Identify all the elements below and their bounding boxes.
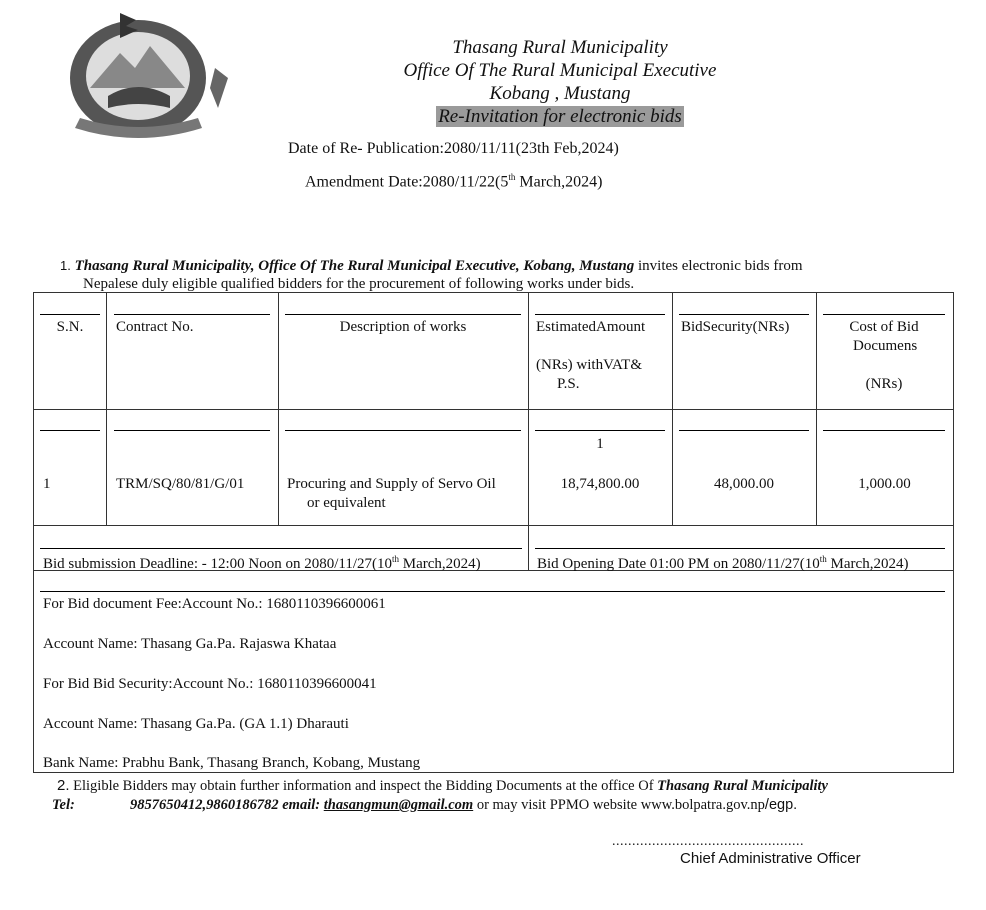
deadline-suffix: March,2024) bbox=[399, 556, 481, 572]
notice-title-text: Re-Invitation for electronic bids bbox=[438, 106, 682, 127]
deadline-sup: th bbox=[392, 554, 400, 564]
account-line: Account Name: Thasang Ga.Pa. (GA 1.1) Dharauti bbox=[43, 716, 349, 732]
header-sn: S.N. bbox=[56, 319, 84, 335]
header-cost-2: Documens bbox=[853, 338, 918, 354]
row-contract: TRM/SQ/80/81/G/01 bbox=[116, 476, 245, 492]
municipality-name: Thasang Rural Municipality bbox=[452, 37, 668, 58]
location: Kobang , Mustang bbox=[489, 83, 631, 104]
header-description: Description of works bbox=[339, 319, 467, 335]
header-estimated-1: EstimatedAmount bbox=[536, 319, 646, 335]
account-line: For Bid document Fee:Account No.: 1680110396600061 bbox=[43, 596, 386, 612]
signature-line: ................................................ bbox=[612, 834, 804, 849]
header-estimated-2: (NRs) withVAT& bbox=[536, 357, 642, 373]
signatory-title: Chief Administrative Officer bbox=[680, 850, 861, 867]
para2-number: 2. bbox=[57, 777, 70, 794]
account-line: Account Name: Thasang Ga.Pa. Rajaswa Khataa bbox=[43, 636, 337, 652]
row-description-2: or equivalent bbox=[307, 495, 386, 511]
row-description bbox=[287, 475, 496, 513]
paragraph-1 bbox=[60, 257, 940, 293]
header-estimated-3: P.S. bbox=[557, 376, 580, 392]
submission-deadline bbox=[43, 550, 481, 574]
para-bold: Thasang Rural Municipality, Office Of The Rural Municipal Executive, Kobang, Mustang bbox=[74, 258, 635, 274]
opening-date bbox=[537, 550, 908, 574]
amendment-suffix: March,2024) bbox=[515, 173, 603, 191]
deadline-text: Bid submission Deadline: - 12:00 Noon on 2080/11/27(10 bbox=[43, 556, 393, 572]
para2-mid: or may visit PPMO website bbox=[473, 797, 641, 813]
para2-tail: /egp. bbox=[764, 797, 798, 813]
opening-sup: th bbox=[819, 554, 827, 564]
header-cost-3: (NRs) bbox=[865, 376, 903, 392]
opening-suffix: March,2024) bbox=[826, 556, 909, 572]
row-lot: 1 bbox=[596, 436, 604, 452]
row-security: 48,000.00 bbox=[714, 476, 774, 492]
amendment-text: Amendment Date:2080/11/22(5 bbox=[305, 173, 509, 191]
row-sn: 1 bbox=[43, 476, 51, 492]
amendment-sup: th bbox=[508, 172, 516, 182]
row-estimated: 18,74,800.00 bbox=[560, 476, 640, 492]
para-number: 1. bbox=[60, 258, 71, 273]
paragraph-2 bbox=[52, 776, 952, 815]
account-line: Bank Name: Prabhu Bank, Thasang Branch, Kobang, Mustang bbox=[43, 755, 421, 771]
header-contract: Contract No. bbox=[116, 319, 194, 335]
email-link[interactable]: thasangmun@gmail.com bbox=[323, 797, 474, 813]
header-cost-1: Cost of Bid bbox=[849, 319, 919, 335]
tel-number: 9857650412,9860186782 email: bbox=[130, 797, 324, 813]
row-description-1: Procuring and Supply of Servo Oil bbox=[287, 476, 496, 492]
header-cost bbox=[823, 318, 945, 394]
office-name: Office Of The Rural Municipal Executive bbox=[403, 60, 717, 81]
row-cost: 1,000.00 bbox=[858, 476, 911, 492]
para-line2: Nepalese duly eligible qualified bidders for the procurement of following works under bids. bbox=[83, 276, 635, 292]
para-text: invites electronic bids from bbox=[634, 258, 803, 274]
notice-title bbox=[300, 105, 820, 128]
tel-label: Tel: bbox=[52, 797, 75, 813]
amendment-date bbox=[305, 172, 602, 191]
republication-date: Date of Re- Publication:2080/11/11(23th Feb,2024) bbox=[288, 140, 619, 157]
opening-text: Bid Opening Date 01:00 PM on 2080/11/27(10 bbox=[537, 556, 820, 572]
header-estimated bbox=[536, 318, 645, 394]
para2-text: Eligible Bidders may obtain further information and inspect the Bidding Documents at the office Of bbox=[69, 778, 658, 794]
header-security: BidSecurity(NRs) bbox=[681, 319, 790, 335]
nepal-emblem-logo bbox=[50, 8, 230, 143]
account-line: For Bid Bid Security:Account No.: 1680110396600041 bbox=[43, 676, 377, 692]
website-link[interactable]: www.bolpatra.gov.np bbox=[640, 797, 765, 813]
para2-bold: Thasang Rural Municipality bbox=[657, 778, 828, 794]
